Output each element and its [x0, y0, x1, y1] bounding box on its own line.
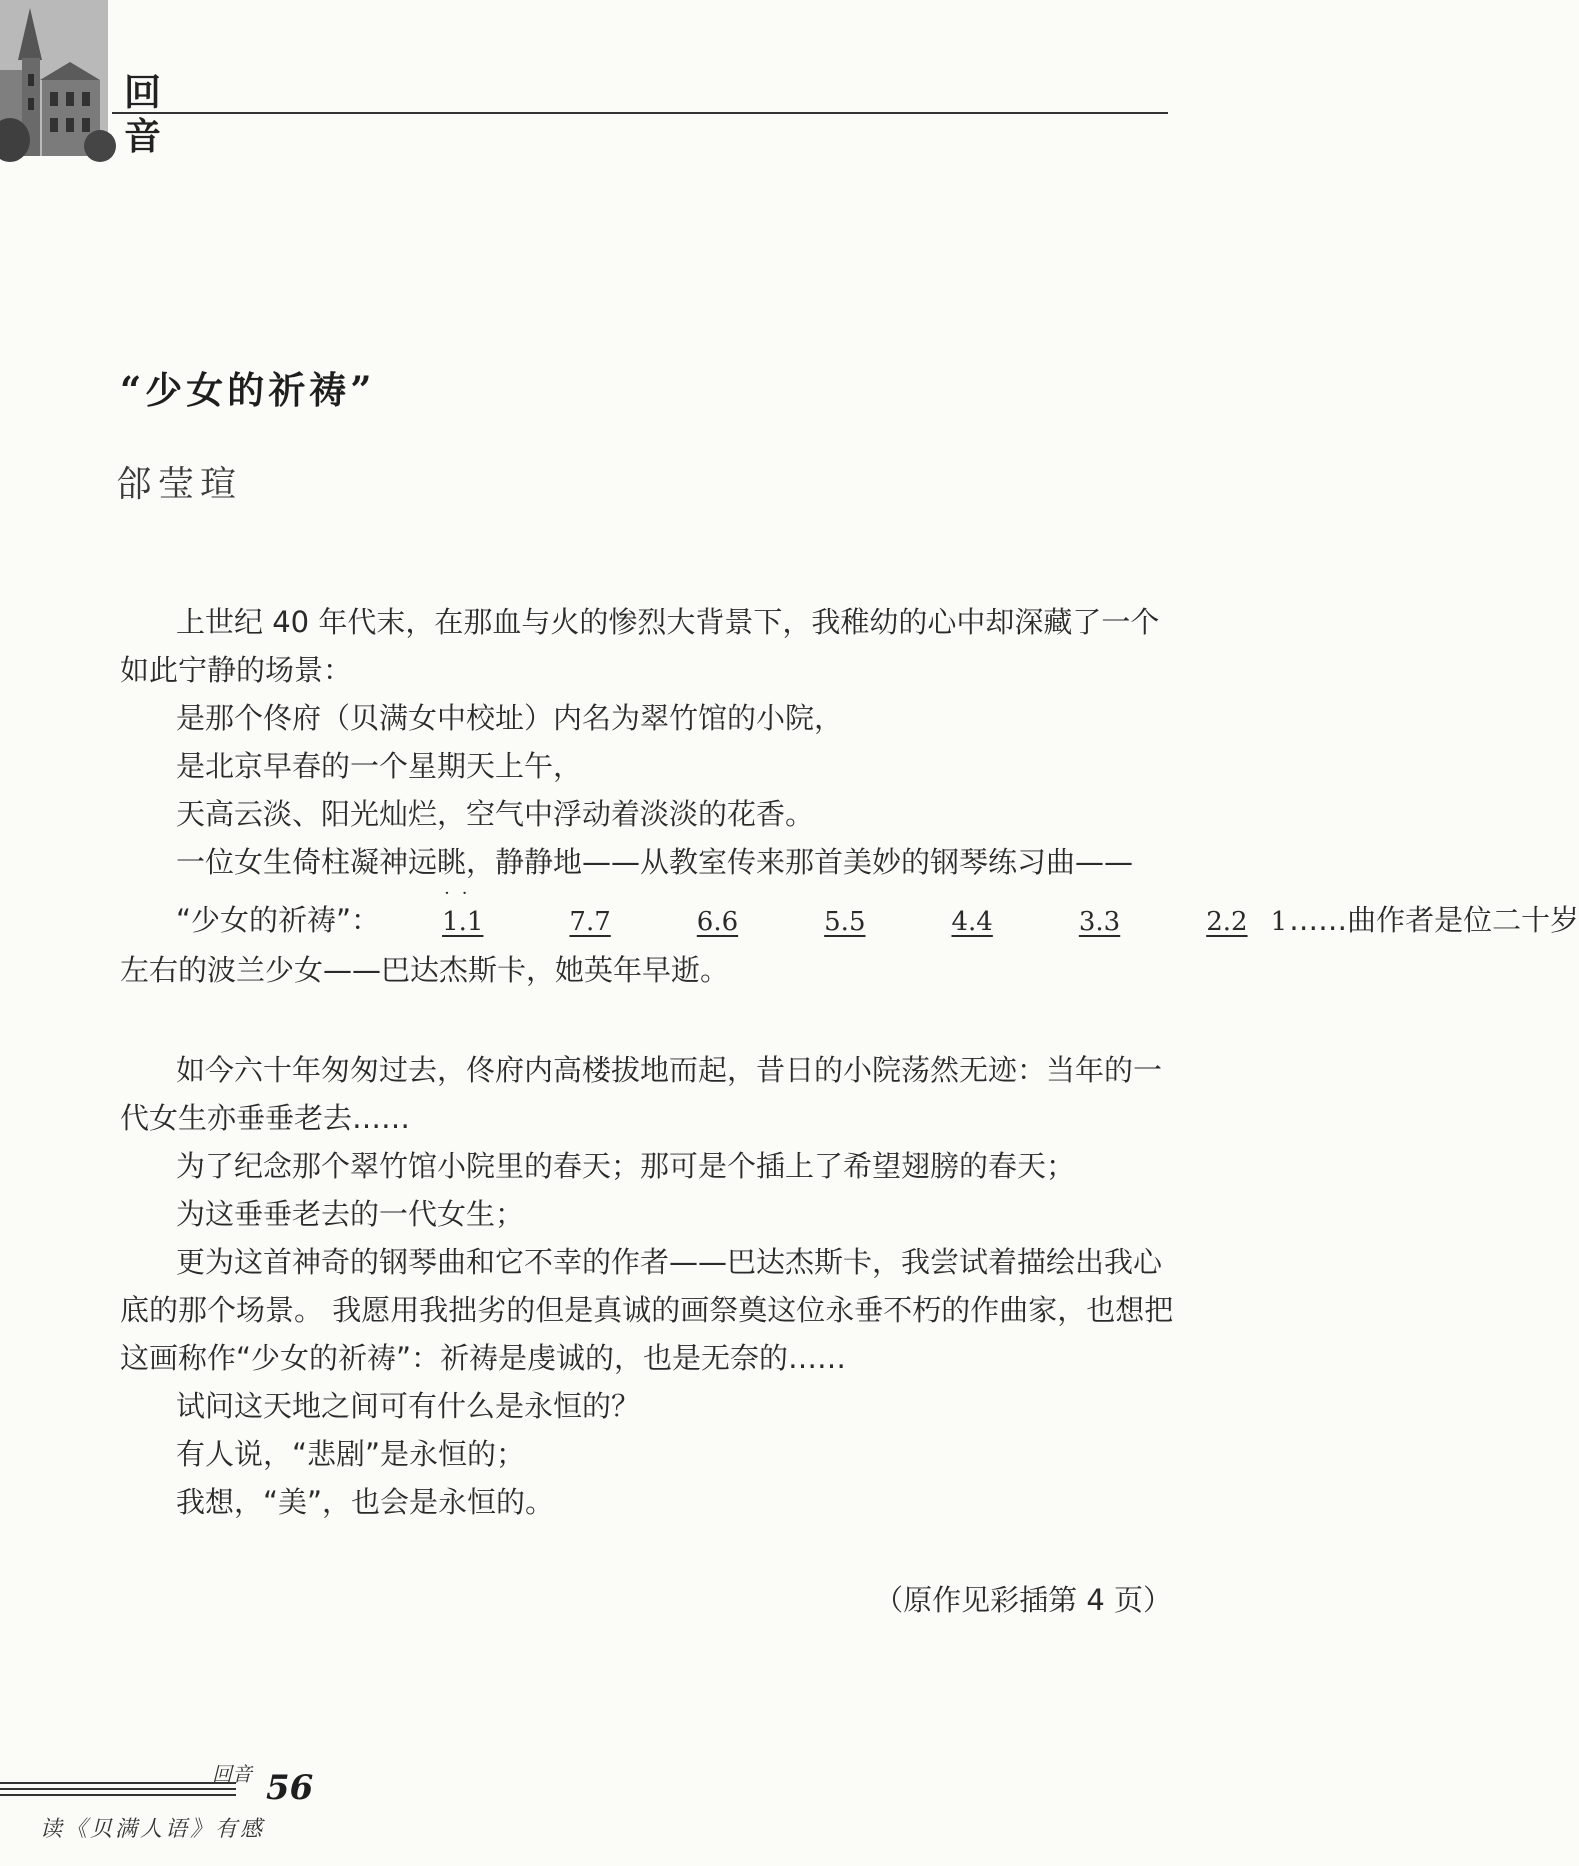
score-note: [386, 883, 484, 946]
score-note: 4.4: [951, 907, 993, 937]
header-rule: [112, 112, 1168, 114]
note-text: 1.1: [442, 907, 484, 937]
paragraph: 为了纪念那个翠竹馆小院里的春天；那可是个插上了希望翅膀的春天；: [176, 1149, 1076, 1183]
section-label-char: 音: [124, 114, 161, 158]
paragraph: 试问这天地之间可有什么是永恒的？: [176, 1389, 641, 1423]
note-dots: ··: [444, 883, 480, 904]
paragraph: 是北京早春的一个星期天上午，: [176, 749, 583, 783]
source-note: （原作见彩插第 4 页）: [874, 1583, 1172, 1617]
footer-rules: [0, 1782, 236, 1800]
paragraph: 天高云淡、阳光灿烂，空气中浮动着淡淡的花香。: [176, 797, 815, 831]
running-title: 读《贝满人语》有感: [40, 1817, 266, 1842]
score-suffix: ……曲作者是位二十岁: [1289, 903, 1579, 937]
score-note: 6.6: [696, 907, 739, 937]
paragraph: 更为这首神奇的钢琴曲和它不幸的作者——巴达杰斯卡，我尝试着描绘出我心底的那个场景。 我愿用我拙劣的但是真诚的画祭奠这位永垂不朽的作曲家，也想把这画称作“少女的祈祷”：祈祷是虔诚的，也是无奈的……: [120, 1245, 1174, 1375]
paragraph-continuation: 左右的波兰少女——巴达杰斯卡，她英年早逝。: [120, 953, 730, 987]
paragraph: 是那个佟府（贝满女中校址）内名为翠竹馆的小院，: [176, 701, 844, 735]
score-note: 7.7: [569, 907, 611, 937]
article-title: “少女的祈祷”: [120, 368, 376, 412]
body-section-1: [120, 598, 1579, 994]
score-note: 3.3: [1078, 907, 1121, 937]
page-number: 56: [266, 1768, 314, 1808]
footer-section-label: 回音: [212, 1762, 252, 1786]
building-illustration: [0, 0, 108, 156]
paragraph: 如今六十年匆匆过去，佟府内高楼拔地而起，昔日的小院荡然无迹：当年的一代女生亦垂垂老去……: [120, 1053, 1163, 1135]
header-building-photo: [0, 0, 108, 156]
paragraph: 我想，“美”，也会是永恒的。: [176, 1485, 555, 1519]
section-label: [124, 70, 164, 158]
score-note: 5.5: [824, 907, 866, 937]
paragraph: 一位女生倚柱凝神远眺，静静地——从教室传来那首美妙的钢琴练习曲——: [176, 845, 1134, 879]
score-note: 2.2: [1206, 907, 1248, 937]
body-section-2: [120, 1046, 1186, 1526]
paragraph: 为这垂垂老去的一代女生；: [176, 1197, 525, 1231]
score-last-note: 1: [1270, 907, 1288, 937]
section-label-char: 回: [124, 70, 161, 114]
paragraph: 上世纪 40 年代末，在那血与火的惨烈大背景下，我稚幼的心中却深藏了一个如此宁静的场景：: [120, 605, 1160, 687]
author-name: 郃莹瑄: [116, 464, 243, 505]
paragraph: 有人说，“悲剧”是永恒的；: [176, 1437, 526, 1471]
score-prefix: “少女的祈祷”：: [176, 903, 381, 937]
score-line: [120, 883, 1579, 946]
